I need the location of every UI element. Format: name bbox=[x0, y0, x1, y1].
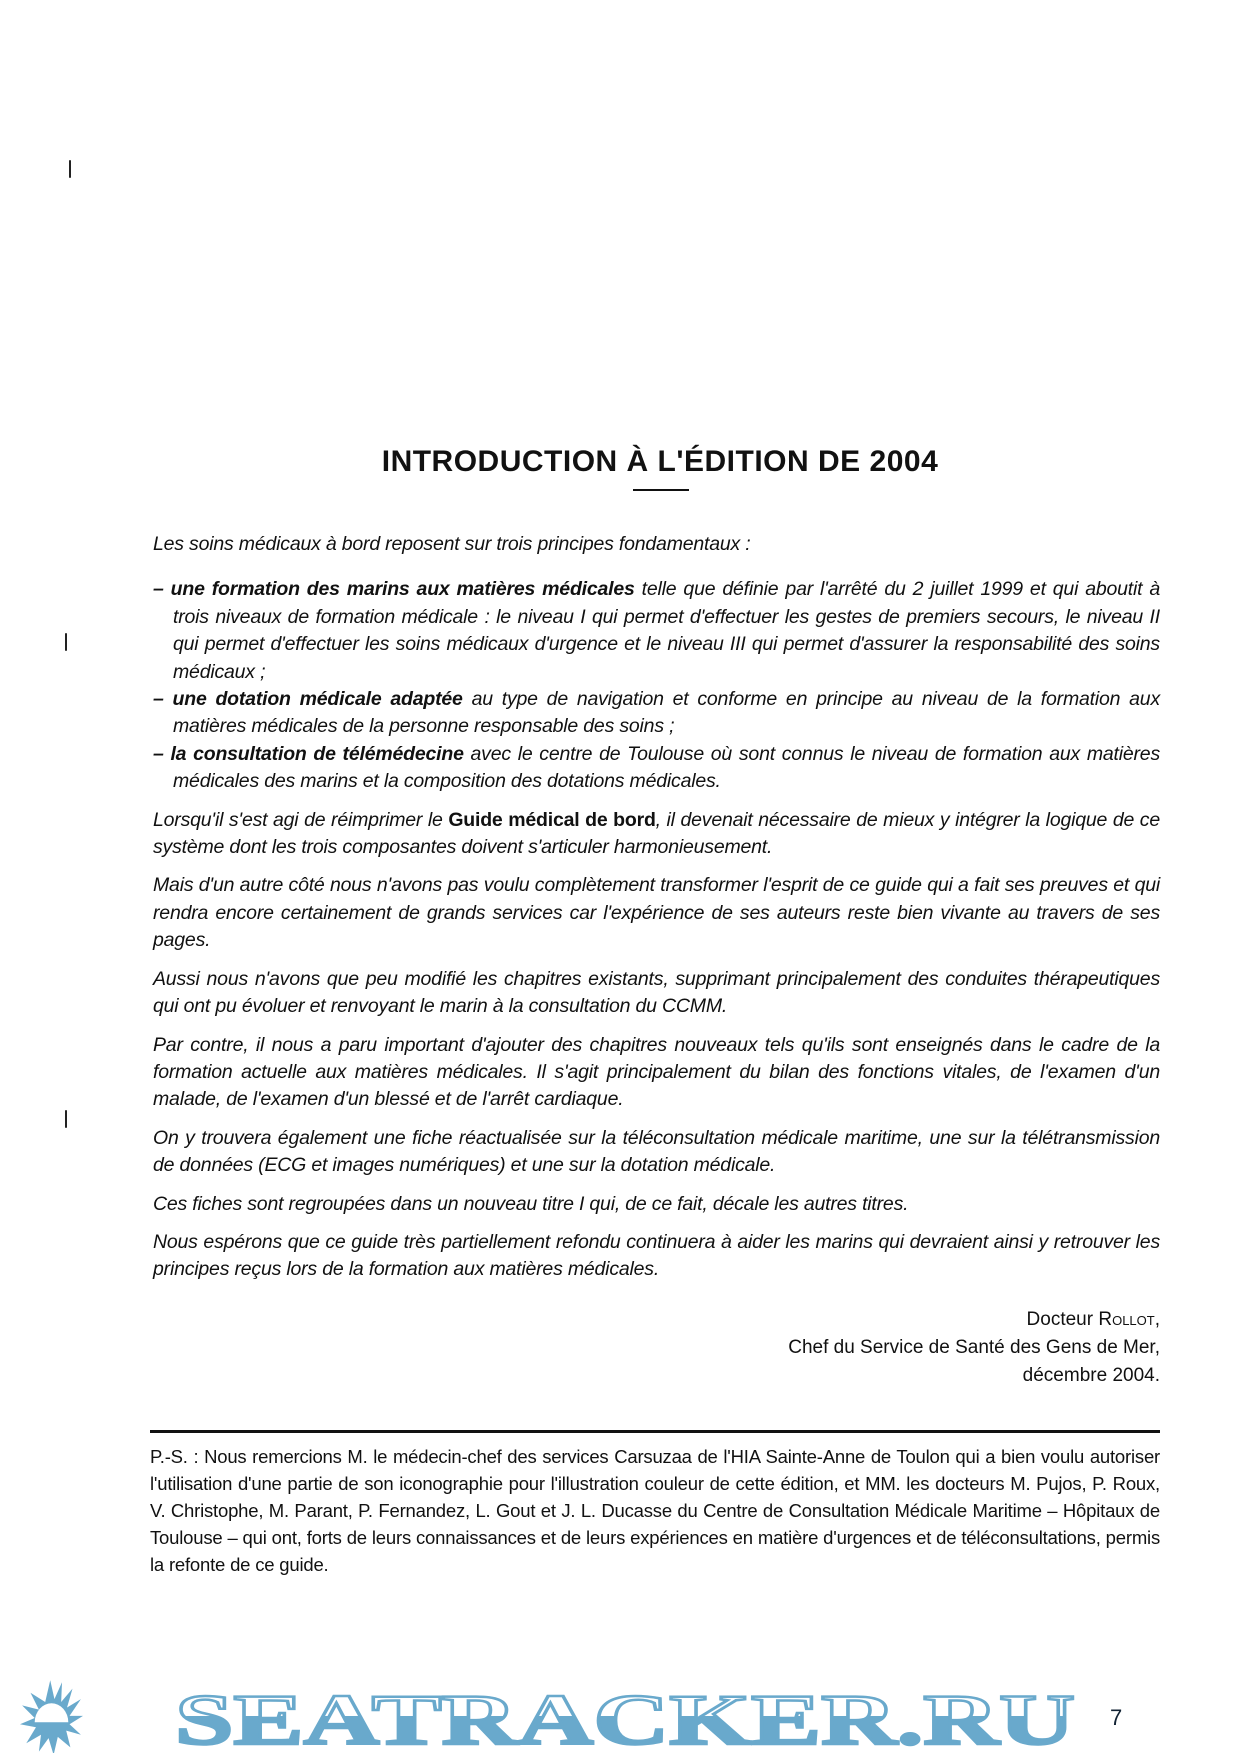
scan-margin-mark bbox=[69, 160, 71, 178]
footnote-divider bbox=[150, 1430, 1160, 1433]
postscript: P.-S. : Nous remercions M. le médecin-chef des services Carsuzaa de l'HIA Sainte-Anne de Toulon qui a bien voulu autoriser l'utilisation d'une partie de son iconographie pour l'illustration couleur de cette édition, et MM. les docteurs M. Pujos, P. Roux, V. Christophe, M. Parant, P. Fernandez, L. Gout et J. L. Ducasse du Centre de Consultation Médicale Maritime – Hôpitaux de Toulouse – qui ont, forts de leurs connaissances et de leurs expériences en matière d'urgences et de téléconsultations, permis la refonte de ce guide. bbox=[150, 1445, 1160, 1575]
signature-role: Chef du Service de Santé des Gens de Mer, bbox=[788, 1336, 1160, 1358]
page-title: INTRODUCTION À L'ÉDITION DE 2004 bbox=[381, 445, 939, 478]
scan-margin-mark bbox=[65, 1110, 67, 1128]
paragraph: On y trouvera également une fiche réactualisée sur la téléconsultation médicale maritime, une sur la télétransmission de données (ECG et images numériques) et une sur la dotation médicale. bbox=[153, 1126, 1160, 1177]
list-item bbox=[153, 741, 1160, 796]
list-item-text: au type de navigation et conforme en principe au niveau de la formation aux matières médicales de la personne responsable des soins ; bbox=[173, 688, 1160, 738]
list-item-lead: – une dotation médicale adaptée bbox=[153, 688, 463, 711]
signature bbox=[153, 1306, 1160, 1390]
list-item-lead: – une formation des marins aux matières médicales bbox=[153, 578, 635, 601]
paragraph: Aussi nous n'avons que peu modifié les chapitres existants, supprimant principalement des conduites thérapeutiques qui ont pu évoluer et renvoyant le marin à la consultation du CCMM. bbox=[153, 967, 1160, 1018]
list-item bbox=[153, 576, 1160, 686]
watermark-text: SEATRACKER.RU bbox=[175, 1680, 1075, 1753]
paragraph: Nous espérons que ce guide très partiellement refondu continuera à aider les marins qui devraient ainsi y retrouver les principes reçus lors de la formation aux matières médicales. bbox=[153, 1230, 1160, 1281]
guide-title: Guide médical de bord bbox=[448, 808, 656, 831]
text: , il devenait nécessaire de mieux y intégrer la logique de ce système dont les trois composantes doivent s'articuler harmonieusement. bbox=[153, 808, 1160, 859]
signature-name: Docteur Rollot, bbox=[1026, 1308, 1160, 1330]
paragraph: Par contre, il nous a paru important d'ajouter des chapitres nouveaux tels qu'ils sont enseignés dans le cadre de la formation actuelle aux matières médicales. Il s'agit principalement du bilan des fonctions vitales, de l'examen d'un malade, de l'examen d'un blessé et de l'arrêt cardiaque. bbox=[153, 1033, 1160, 1111]
scan-margin-mark bbox=[65, 633, 67, 651]
intro-paragraph: Les soins médicaux à bord reposent sur trois principes fondamentaux : bbox=[153, 533, 751, 555]
surname: Rollot bbox=[1098, 1308, 1155, 1330]
title-underline bbox=[633, 489, 689, 491]
text: Lorsqu'il s'est agi de réimprimer le bbox=[153, 808, 449, 831]
signature-date: décembre 2004. bbox=[1022, 1364, 1160, 1386]
sun-icon bbox=[20, 1680, 83, 1753]
paragraph-guide bbox=[153, 807, 1160, 862]
list-item-text: telle que définie par l'arrêté du 2 juillet 1999 et qui aboutit à trois niveaux de formation médicale : le niveau I qui permet d'effectuer les gestes de premiers secours, le niveau II qui permet d'effectuer les soins médicaux d'urgence et le niveau III qui permet d'assurer la responsabilité des soins médicaux ; bbox=[173, 578, 1160, 683]
list-item-lead: – la consultation de télémédecine bbox=[153, 742, 464, 765]
page-content bbox=[150, 444, 1161, 1578]
list-item-text: avec le centre de Toulouse où sont connus le niveau de formation aux matières médicales des marins et la composition des dotations médicales. bbox=[173, 742, 1161, 793]
text: Docteur bbox=[1026, 1308, 1099, 1330]
principles-list bbox=[153, 576, 1160, 795]
paragraph: Mais d'un autre côté nous n'avons pas voulu complètement transformer l'esprit de ce guide qui a fait ses preuves et qui rendra encore certainement de grands services car l'expérience de ses auteurs reste bien vivante au travers de ses pages. bbox=[153, 874, 1160, 952]
paragraph: Ces fiches sont regroupées dans un nouveau titre I qui, de ce fait, décale les autres titres. bbox=[153, 1192, 909, 1215]
page-number: 7 bbox=[1110, 1705, 1123, 1730]
watermark bbox=[0, 1676, 1233, 1753]
list-item bbox=[153, 686, 1160, 741]
